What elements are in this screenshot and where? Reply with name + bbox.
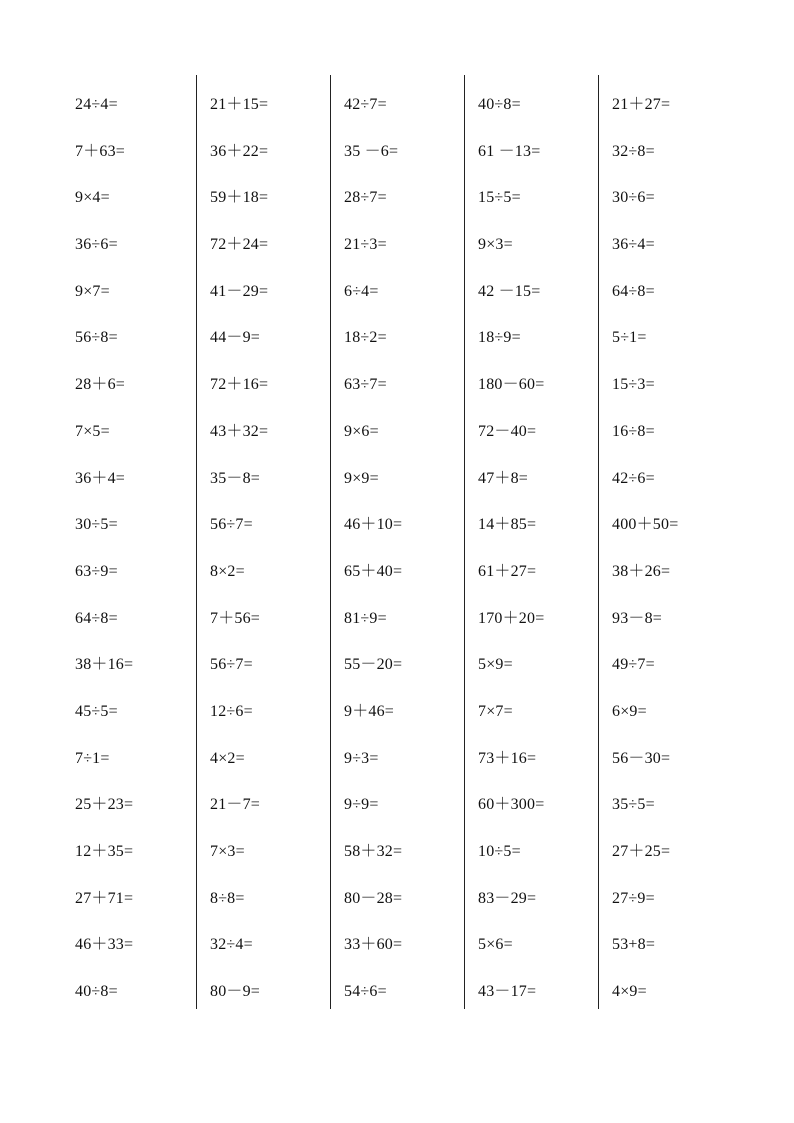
math-problem: 9÷9=	[344, 796, 379, 814]
math-problem: 21－7=	[210, 796, 261, 814]
math-problem: 15÷3=	[612, 376, 655, 394]
math-problem: 54÷6=	[344, 983, 387, 1001]
math-problem: 42÷7=	[344, 96, 387, 113]
math-problem: 38＋16=	[75, 656, 134, 674]
math-problem: 36＋4=	[75, 469, 126, 487]
math-problem: 15÷5=	[478, 189, 521, 207]
math-problem: 38＋26=	[612, 562, 671, 580]
math-problem: 49÷7=	[612, 656, 655, 674]
math-problem: 4×9=	[612, 983, 647, 1001]
math-problem: 9×4=	[75, 189, 110, 207]
math-problem: 45÷5=	[75, 702, 118, 720]
math-problem: 5÷1=	[612, 329, 647, 347]
math-problem: 65＋40=	[344, 562, 403, 580]
math-problem: 53+8=	[612, 936, 656, 954]
problem-column-2	[196, 75, 330, 1009]
math-problem: 47＋8=	[478, 469, 529, 487]
math-problem: 93－8=	[612, 609, 663, 627]
math-problem: 72＋24=	[210, 236, 269, 254]
math-problem: 46＋10=	[344, 516, 403, 534]
problem-column-4	[464, 75, 598, 1009]
math-problem: 9＋46=	[344, 702, 395, 720]
math-problem: 33＋60=	[344, 936, 403, 954]
math-problem: 61 －13=	[478, 142, 541, 160]
math-problem: 41－29=	[210, 282, 269, 300]
math-problem: 80－9=	[210, 983, 261, 1001]
math-problem: 27÷9=	[612, 889, 655, 907]
math-problem: 4×2=	[210, 749, 245, 767]
math-problem: 21÷3=	[344, 236, 387, 254]
math-problem: 72＋16=	[210, 376, 269, 394]
math-problem: 36÷6=	[75, 236, 118, 254]
math-problem: 7÷1=	[75, 749, 110, 767]
math-problem: 9×3=	[478, 236, 513, 254]
math-problem: 24÷4=	[75, 96, 118, 113]
math-problem: 55－20=	[344, 656, 403, 674]
math-problem: 32÷4=	[210, 936, 253, 954]
math-problem: 64÷8=	[75, 609, 118, 627]
math-problem: 64÷8=	[612, 282, 655, 300]
math-problem: 30÷6=	[612, 189, 655, 207]
math-problem: 27＋71=	[75, 889, 134, 907]
math-problem: 16÷8=	[612, 422, 655, 440]
math-problem: 170＋20=	[478, 609, 545, 627]
math-problem: 73＋16=	[478, 749, 537, 767]
math-problem: 61＋27=	[478, 562, 537, 580]
math-problem: 7＋56=	[210, 609, 261, 627]
math-problem: 35－8=	[210, 469, 261, 487]
problem-column-3	[330, 75, 464, 1009]
math-problem: 9×9=	[344, 469, 379, 487]
math-problem: 400＋50=	[612, 516, 679, 534]
math-problem: 72－40=	[478, 422, 537, 440]
math-problem: 5×6=	[478, 936, 513, 954]
math-problem: 80－28=	[344, 889, 403, 907]
math-problem: 5×9=	[478, 656, 513, 674]
math-problem: 18÷9=	[478, 329, 521, 347]
math-problem: 28＋6=	[75, 376, 126, 394]
math-problem: 46＋33=	[75, 936, 134, 954]
math-problem: 60＋300=	[478, 796, 545, 814]
math-problem: 83－29=	[478, 889, 537, 907]
math-problem: 44－9=	[210, 329, 261, 347]
math-problem: 21＋15=	[210, 96, 269, 113]
math-problem: 7×5=	[75, 422, 110, 440]
math-problem: 12＋35=	[75, 843, 134, 860]
math-problem: 32÷8=	[612, 142, 655, 160]
math-problem: 56÷8=	[75, 329, 118, 347]
math-problem: 9×6=	[344, 422, 379, 440]
math-problem: 63÷9=	[75, 562, 118, 580]
math-problem: 12÷6=	[210, 702, 253, 720]
math-problem: 6÷4=	[344, 282, 379, 300]
math-problem: 18÷2=	[344, 329, 387, 347]
math-problem: 43－17=	[478, 983, 537, 1001]
math-problem: 58＋32=	[344, 843, 403, 860]
math-problem: 43＋32=	[210, 422, 269, 440]
math-problem: 56÷7=	[210, 656, 253, 674]
math-problem: 40÷8=	[478, 96, 521, 113]
math-problem: 35÷5=	[612, 796, 655, 814]
math-problem: 27＋25=	[612, 843, 671, 860]
math-problem: 9×7=	[75, 282, 110, 300]
math-problem: 81÷9=	[344, 609, 387, 627]
math-problem: 36＋22=	[210, 142, 269, 160]
math-problem: 35 －6=	[344, 142, 399, 160]
math-problem: 14＋85=	[478, 516, 537, 534]
math-problem: 36÷4=	[612, 236, 655, 254]
math-problem: 10÷5=	[478, 843, 521, 860]
math-problem: 9÷3=	[344, 749, 379, 767]
problem-column-5	[598, 75, 732, 1009]
math-problem: 42 －15=	[478, 282, 541, 300]
math-problem: 7×3=	[210, 843, 245, 860]
math-problem: 30÷5=	[75, 516, 118, 534]
math-problem: 8×2=	[210, 562, 245, 580]
math-problem: 21＋27=	[612, 96, 671, 113]
arithmetic-worksheet	[62, 75, 732, 1009]
math-problem: 40÷8=	[75, 983, 118, 1001]
math-problem: 63÷7=	[344, 376, 387, 394]
math-problem: 42÷6=	[612, 469, 655, 487]
math-problem: 25＋23=	[75, 796, 134, 814]
math-problem: 28÷7=	[344, 189, 387, 207]
problem-column-1	[62, 75, 196, 1009]
math-problem: 8÷8=	[210, 889, 245, 907]
math-problem: 59＋18=	[210, 189, 269, 207]
math-problem: 7＋63=	[75, 142, 126, 160]
math-problem: 180－60=	[478, 376, 545, 394]
math-problem: 7×7=	[478, 702, 513, 720]
math-problem: 56÷7=	[210, 516, 253, 534]
math-problem: 56－30=	[612, 749, 671, 767]
math-problem: 6×9=	[612, 702, 647, 720]
